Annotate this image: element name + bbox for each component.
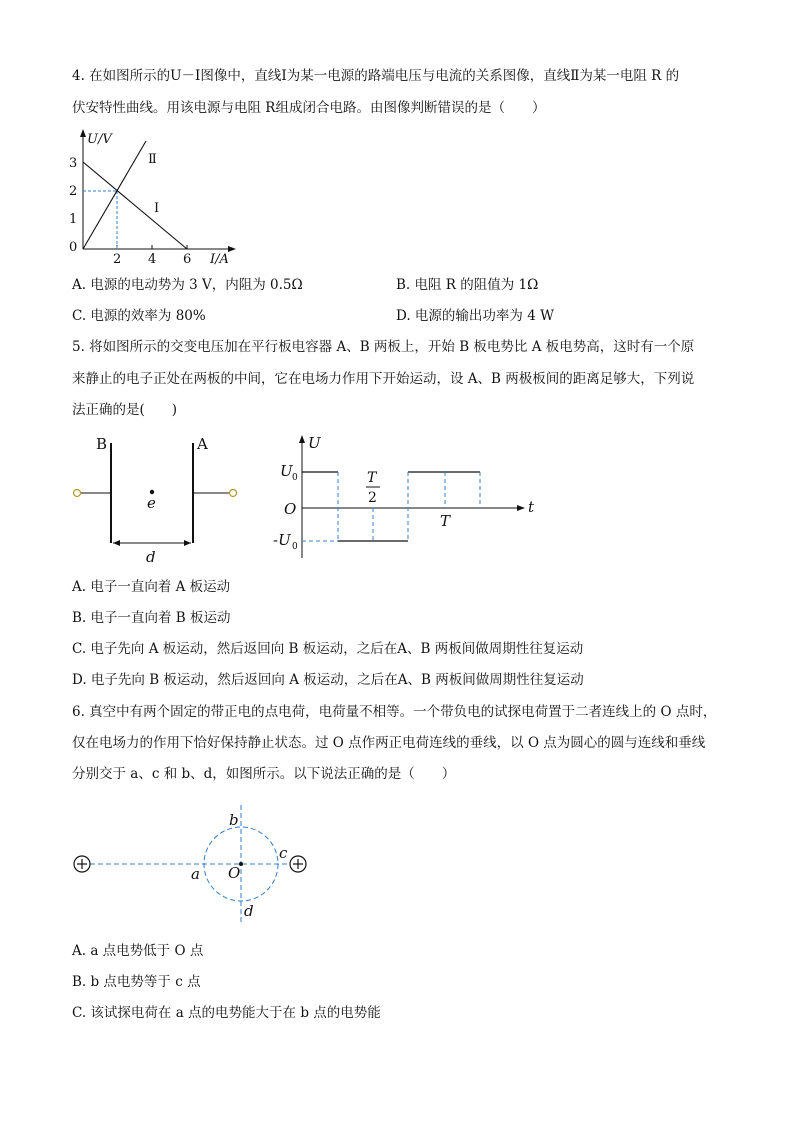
q5-u0-label: U — [280, 462, 293, 480]
q4-y-tick-label-3: 3 — [69, 156, 78, 171]
q5-capacitor-figure — [66, 425, 246, 565]
q6-option-a[interactable]: A. a 点电势低于 O 点 — [72, 943, 204, 959]
q5-option-c[interactable]: C. 电子先向 A 板运动，然后返回向 B 板运动，之后在A、B 两板间做周期性往复运动 — [72, 641, 584, 657]
q4-y-axis-label: U/V — [87, 132, 112, 147]
q4-y-tick-label-1: 1 — [69, 212, 78, 227]
q6-stem-line-3: 分别交于 a、c 和 b、d，如图所示。以下说法正确的是（ ） — [72, 766, 456, 782]
q5-stem-line-1: 5. 将如图所示的交变电压加在平行板电容器 A、B 两板上，开始 B 板电势比 A 板电势高，这时有一个原 — [72, 339, 695, 355]
q4-x-tick-label-2: 2 — [113, 252, 122, 265]
q5-t-axis-label: t — [528, 498, 535, 516]
q5-option-a[interactable]: A. 电子一直向着 A 板运动 — [72, 579, 231, 595]
q5-t-half-denominator: 2 — [368, 490, 377, 506]
q5-neg-u0-subscript: 0 — [292, 542, 298, 552]
q5-distance-arrow-left — [113, 540, 120, 546]
q4-ui-graph — [60, 125, 260, 265]
q6-stem-line-2: 仅在电场力的作用下恰好保持静止状态。过 O 点作两正电荷连线的垂线，以 O 点为圆心的圆与连线和垂线 — [72, 735, 706, 751]
q5-origin-label: O — [284, 500, 297, 518]
q6-label-b: b — [229, 811, 239, 829]
q4-stem-line-1: 4. 在如图所示的U－I图像中，直线Ⅰ为某一电源的路端电压与电流的关系图像，直线Ⅱ为某一电阻 R 的 — [72, 68, 680, 84]
q5-stem-line-3: 法正确的是( ) — [72, 402, 178, 418]
q4-x-tick-label-6: 6 — [183, 252, 192, 265]
q4-line-II-label: Ⅱ — [148, 152, 157, 167]
q6-label-d: d — [244, 902, 254, 920]
q5-voltage-graph — [270, 430, 550, 565]
q4-option-b[interactable]: B. 电阻 R 的阻值为 1Ω — [396, 277, 539, 293]
q4-x-arrow — [228, 246, 236, 252]
q4-line-I-label: Ⅰ — [154, 201, 160, 216]
q6-label-c: c — [279, 844, 288, 862]
q6-label-a: a — [191, 865, 200, 883]
q4-x-axis-label: I/A — [210, 252, 229, 265]
q4-x-tick-label-4: 4 — [148, 252, 157, 265]
q5-terminal-left — [74, 490, 81, 497]
q4-origin-label: 0 — [69, 240, 78, 255]
q5-distance-label: d — [146, 548, 156, 565]
q5-t-arrow — [517, 505, 525, 511]
q5-terminal-right — [230, 490, 237, 497]
q5-plate-a-label: A — [197, 435, 208, 453]
q5-plate-b-label: B — [96, 435, 108, 453]
q5-stem-line-2: 来静止的电子正处在两板的中间，它在电场力作用下开始运动，设 A、B 两极板间的距离足够大，下列说 — [72, 371, 695, 387]
q4-option-c[interactable]: C. 电源的效率为 80% — [72, 308, 206, 324]
q4-line-I — [83, 162, 187, 249]
q4-y-tick-label-2: 2 — [69, 184, 78, 199]
q6-charges-figure — [66, 800, 326, 930]
q6-label-o: O — [228, 864, 241, 882]
q6-option-c[interactable]: C. 该试探电荷在 a 点的电势能大于在 b 点的电势能 — [72, 1005, 381, 1021]
q4-option-d[interactable]: D. 电源的输出功率为 4 W — [396, 308, 554, 324]
q6-stem-line-1: 6. 真空中有两个固定的带正电的点电荷，电荷量不相等。一个带负电的试探电荷置于二者连线上的 O 点时， — [72, 704, 717, 720]
q4-line-II — [83, 141, 146, 249]
q5-u-arrow — [299, 435, 305, 443]
q5-option-b[interactable]: B. 电子一直向着 B 板运动 — [72, 610, 231, 626]
q5-period-label: T — [440, 512, 451, 530]
q4-stem-line-2: 伏安特性曲线。用该电源与电阻 R组成闭合电路。由图像判断错误的是（ ） — [72, 100, 546, 116]
q5-neg-u0-label: -U — [273, 531, 291, 549]
q5-option-d[interactable]: D. 电子先向 B 板运动，然后返回向 A 板运动，之后在A、B 两板间做周期性往复运动 — [72, 672, 584, 688]
q4-option-a[interactable]: A. 电源的电动势为 3 V，内阻为 0.5Ω — [72, 277, 303, 293]
q4-y-arrow — [80, 129, 86, 137]
q5-u-axis-label: U — [308, 434, 321, 452]
q5-u0-subscript: 0 — [292, 473, 298, 483]
q5-electron-label: e — [147, 494, 156, 512]
q5-distance-arrow-right — [184, 540, 191, 546]
q5-t-half-numerator: T — [367, 470, 377, 486]
q6-option-b[interactable]: B. b 点电势等于 c 点 — [72, 974, 201, 990]
